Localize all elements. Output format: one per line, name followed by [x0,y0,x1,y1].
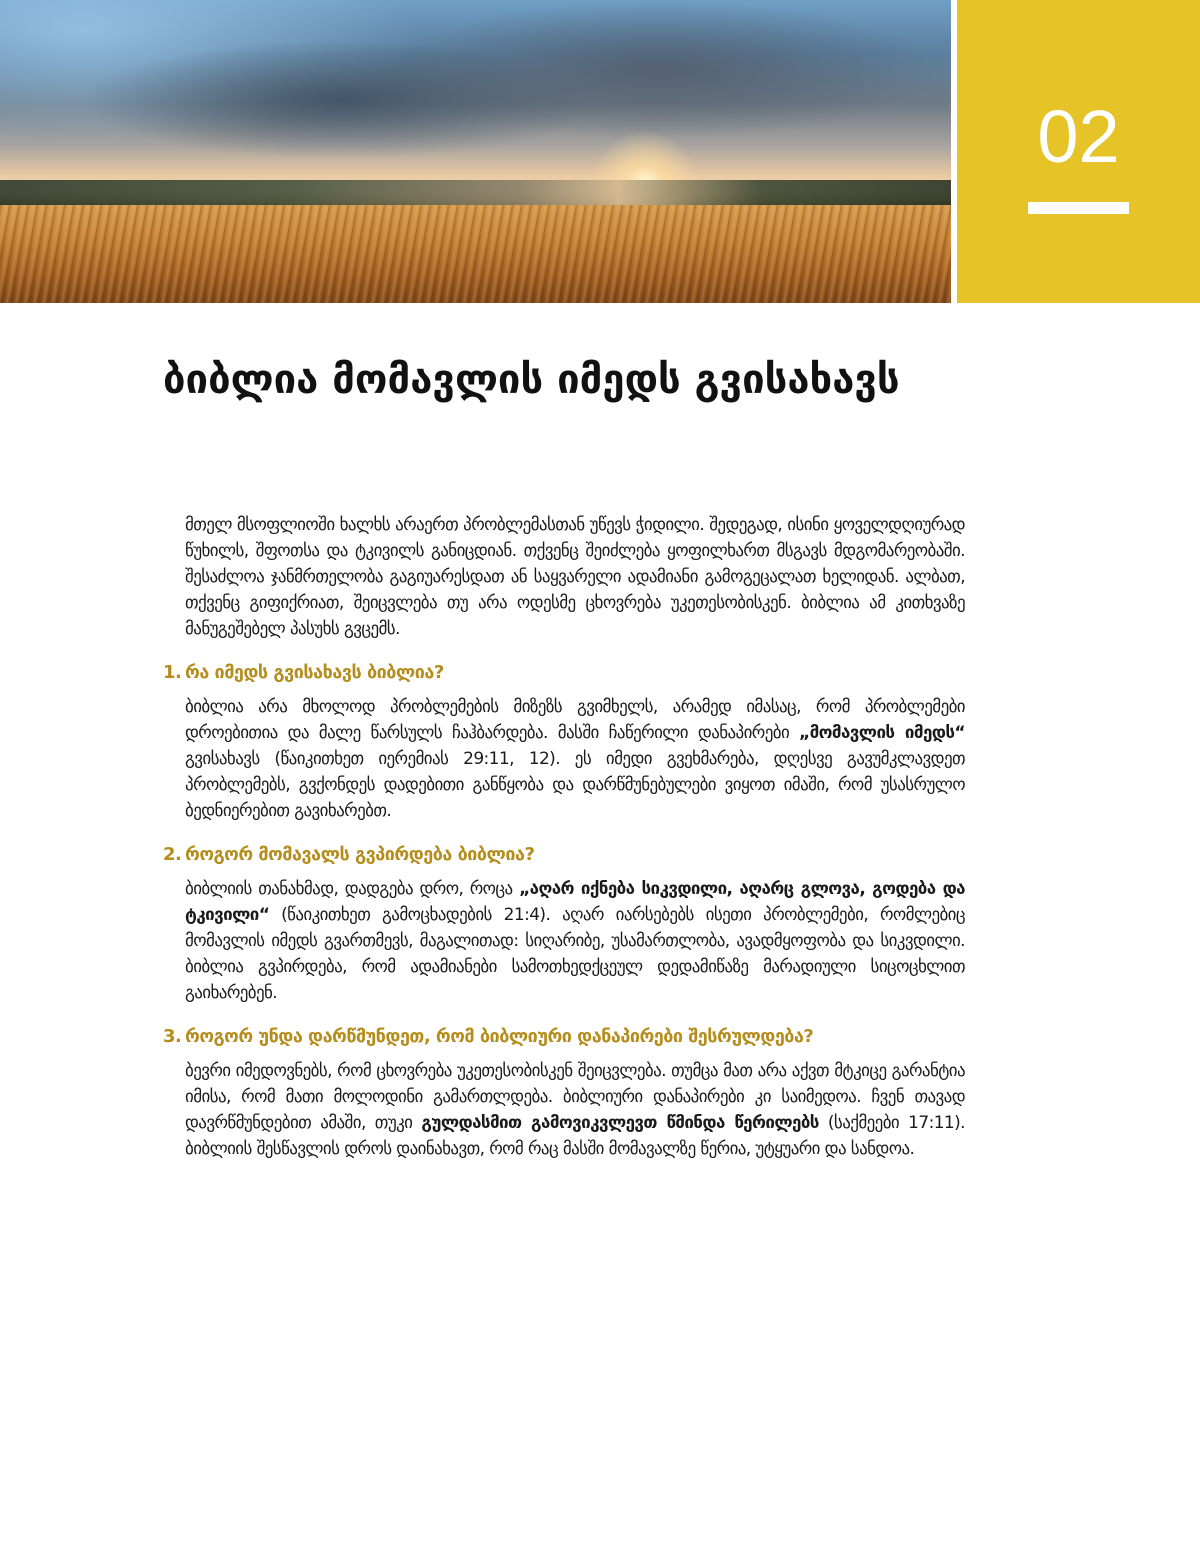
page-title: ბიბლია მომავლის იმედს გვისახავს [163,357,900,403]
intro-paragraph: მთელ მსოფლიოში ხალხს არაერთ პრობლემასთან უწევს ჭიდილი. შედეგად, ისინი ყოველდღიურად წუხილს, შფოთსა და ტკივილს განიცდიან. თქვენც შეიძლება ყოფილხართ მსგავს მდგომარეობაში. შესაძლოა ჯანმრთელობა გაგიუარესდათ ან საყვარელი ადამიანი გამოგეცალათ ხელიდან. ალბათ, თქვენც გიფიქრიათ, შეიცვლება თუ არა ოდესმე ცხოვრება უკეთესობისკენ. ბიბლია ამ კითხვაზე მანუგეშებელ პასუხს გვცემს. [185,515,965,639]
answer-2 [185,876,965,1006]
question-1 [163,660,965,686]
hero-photo-wheat-field-sunset [0,0,951,303]
answer-text: ბიბლიის თანახმად, დადგება დრო, როცა [185,879,520,899]
question-number: 2. [163,844,182,865]
cloud [380,0,940,140]
answer-emphasis: „მომავლის იმედს“ [799,723,965,743]
answer-1 [185,694,965,824]
question-text: რა იმედს გვისახავს ბიბლია? [185,662,444,683]
answer-text: (წაიკითხეთ გამოცხადების 21:4). აღარ იარსებებს ისეთი პრობლემები, რომლებიც მომავლის იმედს გვართმევს, მაგალითად: სიღარიბე, უსამართლობა, ავადმყოფობა და სიკვდილი. ბიბლია გვპირდება, რომ ადამიანები სამოთხედქცეულ დედამიწაზე მარადიული სიცოცხლით გაიხარებენ. [185,905,965,1003]
answer-text: ბიბლია არა მხოლოდ პრობლემების მიზეზს გვიმხელს, არამედ იმასაც, რომ პრობლემები დროებითია და მალე წარსულს ჩაჰბარდება. მასში ჩაწერილი დანაპირები [185,697,965,743]
answer-text: ბევრი იმედოვნებს, რომ ცხოვრება უკეთესობისკენ შეიცვლება. თუმცა მათ არა აქვთ მტკიცე გარანტია იმისა, რომ მათი მოლოდინი გამართლდება. ბიბლიური დანაპირები კი საიმედოა. ჩვენ თავად დავრწმუნდებით ამაში, თუკი [185,1061,965,1133]
wheat-field [0,205,951,303]
answer-3 [185,1058,965,1162]
answer-text: (საქმეები 17:11). ბიბლიის შესწავლის დროს დაინახავთ, რომ რაც მასში მომავალზე წერია, უტყუარი და სანდოა. [185,1113,965,1159]
chapter-number: 02 [1037,95,1120,178]
answer-emphasis: გულდასმით გამოვიკვლევთ წმინდა წერილებს [421,1113,819,1133]
chapter-badge [957,0,1200,303]
answer-text: გვისახავს (წაიკითხეთ იერემიას 29:11, 12). ეს იმედი გვეხმარება, დღესვე გავუმკლავდეთ პრობლემებს, გვქონდეს დადებითი განწყობა და დარწმუნებულები ვიყოთ იმაში, რომ უსასრულო ბედნიერებით გავიხარებთ. [185,749,965,821]
question-number: 3. [163,1026,182,1047]
question-text: როგორ უნდა დარწმუნდეთ, რომ ბიბლიური დანაპირები შესრულდება? [185,1026,814,1047]
answer-emphasis: „აღარ იქნება სიკვდილი, აღარც გლოვა, გოდება და ტკივილი“ [185,879,965,925]
question-3 [163,1024,965,1050]
question-2 [163,842,965,868]
question-text: როგორ მომავალს გვპირდება ბიბლია? [185,844,535,865]
article-body [163,512,965,1162]
question-number: 1. [163,662,182,683]
chapter-underline [1028,202,1129,214]
